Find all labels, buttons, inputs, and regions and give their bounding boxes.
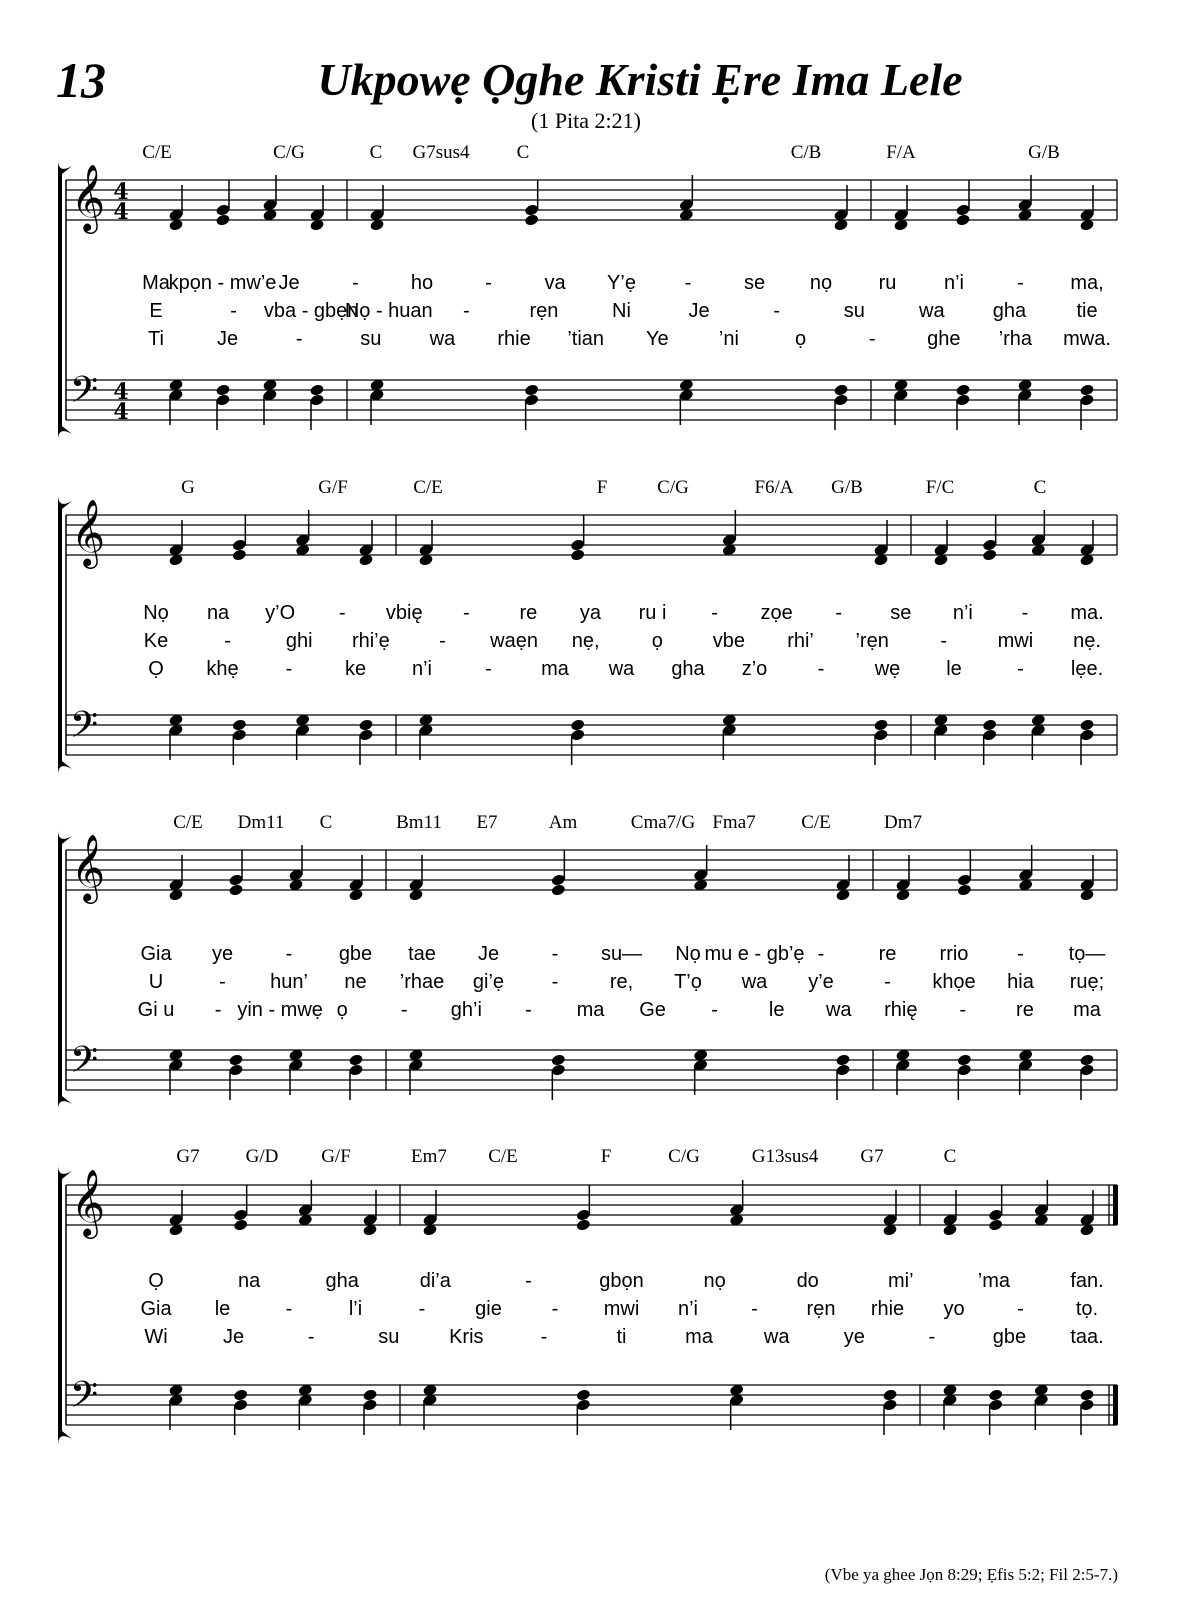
lyric-syllable: na: [237, 1270, 261, 1292]
lyric-syllable: se: [743, 272, 766, 294]
lyric-syllable: gie: [475, 1298, 502, 1320]
bass-note-head: [228, 1053, 243, 1066]
lyric-syllable: ma: [685, 1326, 713, 1348]
lyric-syllable: -: [551, 943, 559, 965]
lyric-syllable: vbe: [712, 630, 746, 652]
chord-symbol: C/G: [273, 142, 305, 163]
lyric-syllable: ya: [579, 602, 602, 624]
final-barline-thick: [1113, 1185, 1118, 1225]
lyric-syllable: mu e - gb’ẹ: [704, 943, 805, 965]
lyric-syllable: -: [307, 1326, 315, 1348]
lyric-syllable: -: [817, 658, 825, 680]
lyric-syllable: Ma: [142, 272, 170, 294]
lyric-syllable: yin - mwẹ: [237, 999, 323, 1021]
lyric-syllable: va: [544, 272, 566, 294]
lyric-syllable: gh’i: [450, 999, 482, 1021]
lyric-syllable: -: [773, 300, 781, 322]
bass-note-head: [1079, 1053, 1094, 1066]
chord-symbol: C: [1033, 477, 1047, 498]
bass-clef-icon: 𝄢: [69, 704, 99, 755]
lyric-syllable: nẹ,: [571, 630, 600, 652]
lyric-syllable: n’i: [411, 658, 433, 680]
lyric-syllable: Nọ: [143, 602, 169, 624]
scripture-reference: (1 Pita 2:21): [531, 108, 641, 133]
lyric-syllable: -: [219, 971, 226, 993]
bass-note-head: [835, 1053, 850, 1066]
lyric-syllable: -: [551, 1298, 559, 1320]
lyric-syllable: -: [1017, 272, 1024, 294]
time-signature-top: 4: [113, 379, 129, 405]
lyric-syllable: vba - gbẹn: [263, 300, 359, 322]
lyric-syllable: rẹn: [806, 1298, 836, 1320]
lyric-syllable: gi’ẹ: [472, 971, 505, 993]
chord-symbol: G/B: [831, 477, 863, 498]
bass-note-head: [873, 718, 888, 731]
chord-symbol: C/E: [801, 812, 831, 833]
lyric-syllable: y’e: [808, 971, 834, 993]
lyric-syllable: ghi: [285, 630, 313, 652]
lyric-syllable: -: [230, 300, 237, 322]
lyric-syllable: U: [148, 971, 164, 993]
bass-note-head: [348, 1053, 363, 1066]
lyric-syllable: su—: [600, 943, 643, 965]
bass-note-head: [982, 718, 997, 731]
lyric-syllable: ’tian: [567, 328, 605, 350]
bass-note-head: [957, 1053, 972, 1066]
chord-symbol: F/C: [925, 477, 955, 498]
lyric-syllable: yo: [943, 1298, 965, 1320]
lyric-syllable: wa: [741, 971, 768, 993]
lyric-syllable: re: [519, 602, 538, 624]
lyric-syllable: Je: [217, 328, 239, 350]
lyric-syllable: le: [946, 658, 962, 680]
lyric-syllable: hun’: [270, 971, 308, 993]
lyric-syllable: -: [1017, 658, 1024, 680]
bass-note-head: [309, 383, 324, 396]
lyric-syllable: ’rha: [998, 328, 1033, 350]
treble-note-head: [570, 548, 585, 561]
lyric-syllable: -: [1021, 602, 1029, 624]
chord-symbol: Am: [548, 812, 578, 833]
treble-note-head: [215, 213, 230, 226]
lyric-syllable: -: [485, 658, 492, 680]
lyric-syllable: nọ: [703, 1270, 726, 1292]
lyric-syllable: Ge: [639, 999, 666, 1021]
lyric-syllable: -: [525, 1270, 532, 1292]
chord-symbol: C: [319, 812, 333, 833]
lyric-syllable: -: [551, 971, 559, 993]
lyric-syllable: Je: [278, 272, 300, 294]
lyric-syllable: -: [817, 943, 825, 965]
lyric-syllable: wa: [919, 300, 945, 322]
lyric-syllable: mi’: [888, 1270, 914, 1292]
lyric-syllable: -: [462, 300, 470, 322]
lyric-syllable: ye: [211, 943, 234, 965]
lyric-syllable: re,: [609, 971, 634, 993]
chord-symbol: Dm7: [884, 812, 922, 833]
chord-symbol: G7: [176, 1146, 200, 1167]
lyric-syllable: ọ: [794, 328, 807, 350]
lyric-syllable: Ọ: [148, 1270, 164, 1292]
lyric-syllable: -: [835, 602, 843, 624]
lyric-syllable: -: [940, 630, 948, 652]
lyric-syllable: -: [884, 971, 891, 993]
system-3: [58, 830, 1117, 1110]
bass-clef-icon: 𝄢: [69, 1039, 99, 1090]
treble-note-head: [524, 213, 539, 226]
chord-symbol: C: [516, 142, 530, 163]
bass-note-head: [1079, 1388, 1094, 1401]
lyric-syllable: rrio: [939, 943, 969, 965]
lyric-syllable: n’i: [952, 602, 973, 624]
system-1: [58, 160, 1117, 440]
lyric-syllable: wa: [763, 1326, 790, 1348]
lyric-syllable: -: [1017, 943, 1024, 965]
treble-note-head: [232, 548, 247, 561]
lyric-syllable: gbọn: [599, 1270, 644, 1292]
chord-symbol: G7: [860, 1146, 884, 1167]
lyric-syllable: Y’ẹ: [607, 272, 636, 294]
lyric-syllable: hia: [1007, 971, 1034, 993]
lyric-syllable: se: [890, 602, 912, 624]
lyric-syllable: Ye: [645, 328, 669, 350]
bass-note-head: [551, 1053, 566, 1066]
bass-note-head: [1079, 383, 1094, 396]
lyric-syllable: ma.: [1070, 602, 1104, 624]
chord-symbol: G13sus4: [751, 1146, 819, 1167]
lyric-syllable: ru: [878, 272, 897, 294]
lyric-syllable: n’i: [677, 1298, 699, 1320]
lyric-syllable: tie: [1076, 300, 1098, 322]
chord-symbol: G7sus4: [412, 142, 470, 163]
chord-symbol: F6/A: [754, 477, 794, 498]
lyric-syllable: ruẹ;: [1069, 971, 1105, 993]
lyric-syllable: Ni: [612, 300, 631, 322]
lyric-syllable: ma: [541, 658, 569, 680]
bass-note-head: [358, 718, 373, 731]
lyric-syllable: rẹn: [529, 300, 559, 322]
lyric-syllable: re: [878, 943, 897, 965]
lyric-syllable: ti: [616, 1326, 627, 1348]
lyric-syllable: -: [338, 602, 346, 624]
lyric-syllable: nọ: [809, 272, 833, 294]
chord-symbol: Cma7/G: [630, 812, 696, 833]
bass-note-head: [882, 1388, 897, 1401]
chord-symbol: G/F: [321, 1146, 351, 1167]
bass-note-head: [233, 1388, 248, 1401]
lyric-syllable: Wi: [144, 1326, 168, 1348]
chord-symbol: G/F: [318, 477, 348, 498]
lyric-syllable: -: [285, 943, 293, 965]
lyric-syllable: -: [868, 328, 876, 350]
bass-note-head: [232, 718, 247, 731]
lyric-syllable: tọ—: [1068, 943, 1106, 965]
treble-note-head: [576, 1218, 591, 1231]
bass-clef-icon: 𝄢: [69, 369, 99, 420]
lyric-syllable: Gia: [140, 1298, 172, 1320]
lyric-syllable: Ke: [143, 630, 169, 652]
chord-symbol: C/E: [142, 142, 172, 163]
bass-note-head: [570, 718, 585, 731]
lyric-syllable: -: [418, 1298, 426, 1320]
lyric-syllable: y’O: [265, 602, 296, 624]
chord-symbol: E7: [476, 812, 498, 833]
lyric-syllable: -: [214, 999, 222, 1021]
lyric-syllable: le: [768, 999, 785, 1021]
lyric-syllable: wẹ: [874, 658, 901, 680]
chord-symbol: C/E: [413, 477, 443, 498]
treble-clef-icon: 𝄞: [70, 498, 106, 566]
lyric-syllable: gbe: [338, 943, 373, 965]
lyric-syllable: -: [439, 630, 446, 652]
lyric-syllable: khọe: [932, 971, 976, 993]
lyric-syllable: fan.: [1070, 1270, 1104, 1292]
treble-clef-icon: 𝄞: [70, 833, 106, 901]
bass-note-head: [988, 1388, 1003, 1401]
bass-note-head: [362, 1388, 377, 1401]
chord-symbol: G: [181, 477, 195, 498]
lyric-syllable: -: [352, 272, 359, 294]
lyric-syllable: ọ: [651, 630, 663, 652]
bass-note-head: [833, 383, 848, 396]
lyric-syllable: n’i: [943, 272, 965, 294]
lyric-syllable: tọ.: [1075, 1298, 1099, 1320]
bass-note-head: [576, 1388, 591, 1401]
lyric-syllable: -: [711, 999, 718, 1021]
lyric-syllable: rhie: [870, 1298, 905, 1320]
chord-symbol: C/G: [657, 477, 689, 498]
lyric-syllable: mwi: [997, 630, 1034, 652]
chord-symbol: C: [369, 142, 383, 163]
lyric-syllable: -: [285, 1298, 293, 1320]
lyric-syllable: ma: [576, 999, 605, 1021]
treble-note-head: [955, 213, 970, 226]
lyric-syllable: taa.: [1070, 1326, 1104, 1348]
footer-references: (Vbe ya ghee Jọn 8:29; Ẹfis 5:2; Fil 2:5-7.): [824, 1565, 1118, 1584]
lyric-syllable: mwi: [603, 1298, 640, 1320]
lyric-syllable: ’ni: [718, 328, 739, 350]
time-signature-bottom: 4: [113, 399, 129, 425]
lyric-syllable: su: [360, 328, 382, 350]
lyric-syllable: -: [295, 328, 303, 350]
lyric-syllable: su: [378, 1326, 400, 1348]
lyric-syllable: gbe: [992, 1326, 1027, 1348]
lyric-syllable: -: [540, 1326, 548, 1348]
chord-symbol: C: [943, 1146, 957, 1167]
lyric-syllable: ’rẹn: [855, 630, 889, 652]
lyric-syllable: waẹn: [490, 630, 538, 652]
lyric-syllable: di’a: [419, 1270, 451, 1292]
treble-note-head: [957, 883, 972, 896]
lyric-syllable: ho: [410, 272, 434, 294]
lyric-syllable: Ọ: [148, 658, 164, 680]
lyric-syllable: tae: [408, 943, 436, 965]
lyric-syllable: ma: [1073, 999, 1101, 1021]
lyric-syllable: su: [843, 300, 865, 322]
lyric-syllable: Nọ: [675, 943, 701, 965]
lyric-syllable: wa: [608, 658, 635, 680]
lyric-syllable: zọe: [760, 602, 793, 624]
lyric-syllable: l’i: [348, 1298, 363, 1320]
lyric-syllable: na: [206, 602, 230, 624]
bass-clef-icon: 𝄢: [69, 1374, 99, 1425]
lyric-syllable: gha: [325, 1270, 359, 1292]
lyric-syllable: rhię: [884, 999, 918, 1021]
chord-symbol: Dm11: [237, 812, 285, 833]
lyric-syllable: ’rhae: [399, 971, 445, 993]
lyric-syllable: ghe: [927, 328, 961, 350]
lyric-syllable: lẹe.: [1070, 658, 1104, 680]
lyric-syllable: Je: [688, 300, 710, 322]
lyric-syllable: kpọn - mw’e: [168, 272, 277, 294]
lyric-syllable: ke: [344, 658, 367, 680]
lyric-syllable: -: [711, 602, 718, 624]
treble-note-head: [982, 548, 997, 561]
lyric-syllable: wa: [825, 999, 852, 1021]
time-signature-top: 4: [113, 179, 129, 205]
chord-symbol: G/D: [245, 1146, 279, 1167]
chord-symbol: Em7: [411, 1146, 447, 1167]
lyric-syllable: -: [684, 272, 692, 294]
lyric-syllable: -: [485, 272, 492, 294]
lyric-syllable: nẹ.: [1073, 630, 1101, 652]
lyric-syllable: Gi u: [137, 999, 175, 1021]
lyric-syllable: -: [959, 999, 967, 1021]
hymn-title: Ukpowẹ Ọghe Kristi Ẹre Ima Lele: [317, 54, 963, 105]
lyric-syllable: ’ma: [977, 1270, 1011, 1292]
lyric-syllable: ma,: [1070, 272, 1104, 294]
bass-note-head: [524, 383, 539, 396]
chord-symbol: C/E: [488, 1146, 518, 1167]
lyric-syllable: T’ọ: [674, 971, 702, 993]
lyric-syllable: -: [462, 602, 470, 624]
lyric-syllable: Je: [223, 1326, 245, 1348]
chord-symbol: C/E: [173, 812, 203, 833]
chord-symbol: Fma7: [712, 812, 756, 833]
lyric-syllable: -: [285, 658, 293, 680]
chord-symbol: F/A: [886, 142, 916, 163]
lyric-syllable: -: [400, 999, 408, 1021]
treble-clef-icon: 𝄞: [70, 1168, 106, 1236]
bass-note-head: [955, 383, 970, 396]
lyric-syllable: wa: [429, 328, 456, 350]
chord-symbol: C/G: [668, 1146, 700, 1167]
lyric-syllable: Je: [477, 943, 500, 965]
lyric-syllable: rhie: [497, 328, 531, 350]
hymn-number: 13: [56, 52, 106, 108]
lyric-syllable: z’o: [741, 658, 768, 680]
lyric-syllable: E: [149, 300, 163, 322]
lyric-syllable: ru i: [638, 602, 667, 624]
bass-note-head: [215, 383, 230, 396]
treble-note-head: [551, 883, 566, 896]
treble-note-head: [988, 1218, 1003, 1231]
lyric-syllable: mwa.: [1063, 328, 1111, 350]
lyric-syllable: -: [1017, 1298, 1024, 1320]
lyric-syllable: -: [224, 630, 231, 652]
lyric-syllable: Ti: [148, 328, 164, 350]
final-barline-thick: [1113, 1385, 1118, 1425]
lyric-syllable: Kris: [449, 1326, 484, 1348]
lyric-syllable: -: [751, 1298, 758, 1320]
lyric-syllable: khẹ: [206, 658, 239, 680]
lyric-syllable: ye: [843, 1326, 865, 1348]
lyric-syllable: do: [796, 1270, 819, 1292]
lyric-syllable: rhi’ẹ: [351, 630, 390, 652]
treble-note-head: [233, 1218, 248, 1231]
chord-symbol: G/B: [1028, 142, 1060, 163]
bass-note-head: [1079, 718, 1094, 731]
lyric-syllable: ọ: [336, 999, 348, 1021]
lyric-syllable: re: [1016, 999, 1034, 1021]
lyric-syllable: -: [928, 1326, 936, 1348]
treble-note-head: [228, 883, 243, 896]
lyric-syllable: -: [525, 999, 532, 1021]
lyric-syllable: Nọ - huan: [344, 300, 433, 322]
lyric-syllable: gha: [992, 300, 1027, 322]
treble-clef-icon: 𝄞: [70, 163, 106, 231]
lyric-syllable: vbię: [385, 602, 423, 624]
lyric-syllable: Gia: [140, 943, 172, 965]
time-signature-bottom: 4: [113, 199, 129, 225]
lyric-syllable: le: [214, 1298, 231, 1320]
lyric-syllable: ne: [344, 971, 367, 993]
lyric-syllable: gha: [671, 658, 705, 680]
chord-symbol: F: [596, 477, 608, 498]
lyric-syllable: rhi’: [787, 630, 814, 652]
chord-symbol: C/B: [790, 142, 822, 163]
chord-symbol: F: [600, 1146, 612, 1167]
chord-symbol: Bm11: [396, 812, 442, 833]
